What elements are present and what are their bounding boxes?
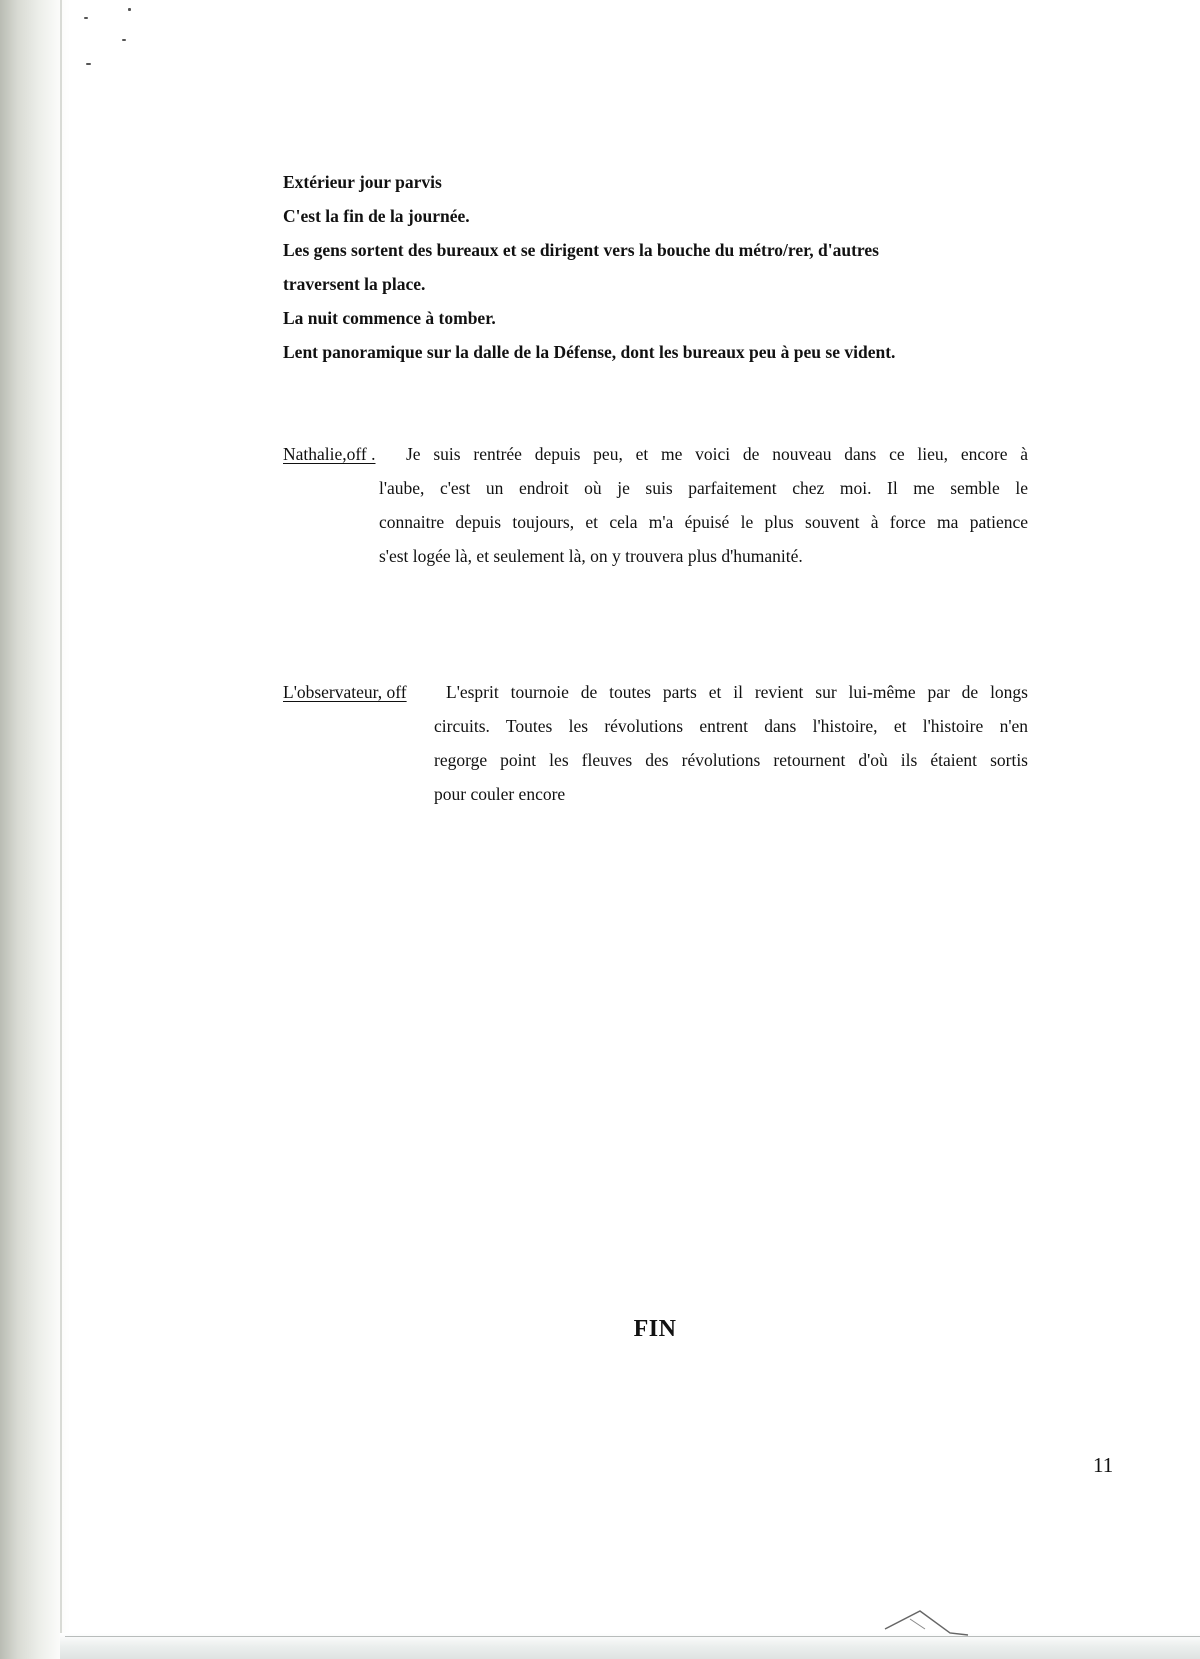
dialogue-observateur: [283, 675, 1028, 811]
scan-left-edge-line: [60, 0, 62, 1640]
speaker-name: Nathalie,off .: [283, 444, 376, 464]
scan-bottom-line: [65, 1636, 1200, 1637]
scene-heading-line: La nuit commence à tomber.: [283, 308, 496, 328]
dialogue-line: pour couler encore: [434, 784, 566, 804]
dialogue-line: L'esprit tournoie de toutes parts et il revient sur lui-même par de longs: [446, 682, 1028, 702]
scene-heading-line: C'est la fin de la journée.: [283, 206, 470, 226]
scan-speck: [86, 63, 91, 65]
scan-speck: [128, 8, 131, 11]
scene-heading-block: [283, 165, 1028, 369]
dialogue-line: regorge point les fleuves des révolutions retournent d'où ils étaient sortis: [434, 750, 1028, 770]
dialogue-first-row: [283, 437, 1028, 471]
dialogue-line: circuits. Toutes les révolutions entrent dans l'histoire, et l'histoire n'en: [434, 716, 1028, 736]
end-marker: FIN: [633, 1316, 677, 1342]
scene-heading-line: Lent panoramique sur la dalle de la Défense, dont les bureaux peu à peu se vident.: [283, 342, 896, 362]
dialogue-continuation: [434, 709, 1028, 811]
page-content: [283, 165, 1028, 811]
dialogue-continuation: [379, 471, 1028, 573]
dialogue-line: s'est logée là, et seulement là, on y trouvera plus d'humanité.: [379, 546, 803, 566]
dialogue-first-row: [283, 675, 1028, 709]
scene-heading-line: Extérieur jour parvis: [283, 172, 442, 192]
dialogue-line: Je suis rentrée depuis peu, et me voici de nouveau dans ce lieu, encore à: [406, 444, 1028, 464]
dialogue-line: l'aube, c'est un endroit où je suis parfaitement chez moi. Il me semble le: [379, 478, 1028, 498]
dialogue-nathalie: [283, 437, 1028, 573]
dialogue-line: connaitre depuis toujours, et cela m'a épuisé le plus souvent à force ma patience: [379, 512, 1028, 532]
speaker-name: L'observateur, off: [283, 682, 407, 702]
page-curl-mark: [880, 1599, 970, 1639]
scene-heading-line: traversent la place.: [283, 274, 426, 294]
scan-speck: [84, 17, 88, 19]
scan-speck: [122, 39, 126, 41]
scene-heading-line: Les gens sortent des bureaux et se dirigent vers la bouche du métro/rer, d'autres: [283, 240, 879, 260]
page-number: 11: [1093, 1453, 1114, 1477]
